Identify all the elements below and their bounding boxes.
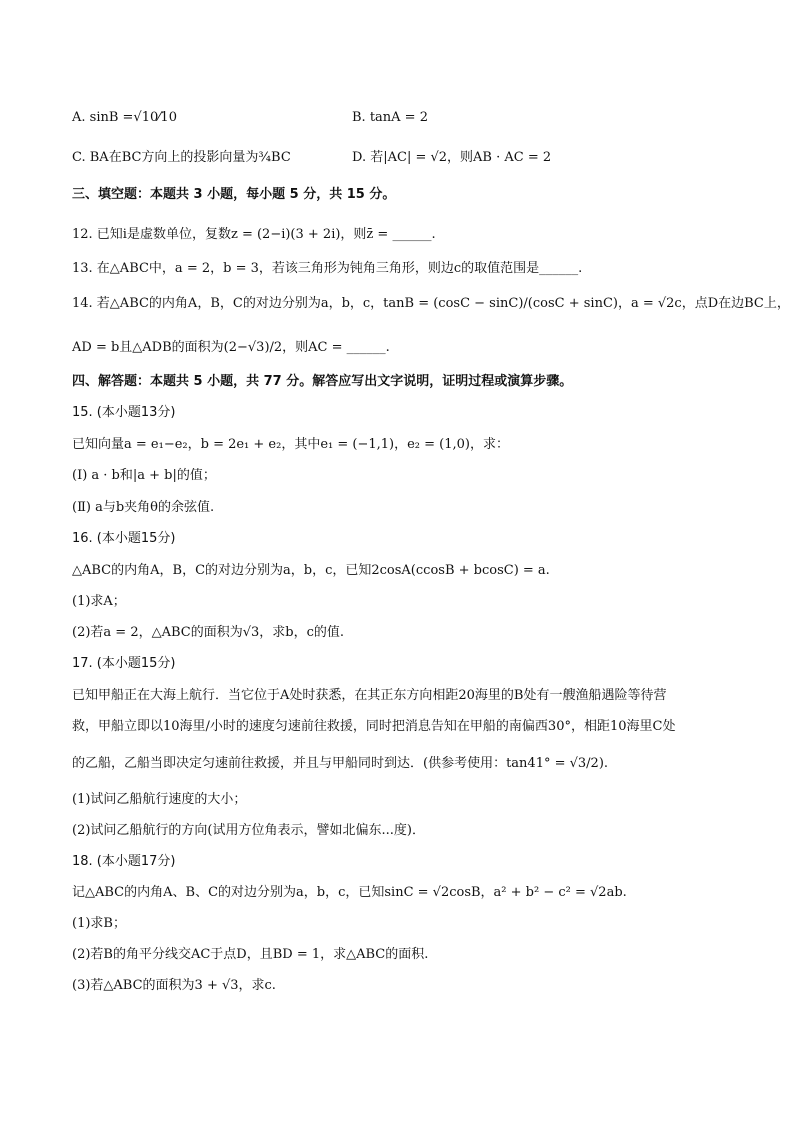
q15-body: 已知向量a = e₁−e₂，b = 2e₁ + e₂，其中e₁ = (−1,1)，e₂ = (1,0)，求： [72, 437, 509, 452]
q16-title: 16. (本小题15分) [72, 531, 176, 546]
q15-title: 15. (本小题13分) [72, 405, 176, 420]
question-14-line1: 14. 若△ABC的内角A，B，C的对边分别为a，b，c，tanB = (cosC − sinC)/(cosC + sinC)，a = √2c，点D在边BC上， [72, 296, 790, 311]
section4-heading: 四、解答题：本题共 5 小题，共 77 分。解答应写出文字说明，证明过程或演算步骤。 [72, 374, 573, 389]
question-13: 13. 在△ABC中，a = 2，b = 3，若该三角形为钝角三角形，则边c的取值范围是______. [72, 261, 583, 276]
q17-part2: (2)试问乙船航行的方向(试用方位角表示，譬如北偏东...度)． [72, 823, 425, 838]
q17-line3: 的乙船，乙船当即决定匀速前往救援，并且与甲船同时到达．(供参考使用：tan41° = √3/2). [72, 756, 609, 771]
q16-body: △ABC的内角A，B，C的对边分别为a，b，c，已知2cosA(ccosB + bcosC) = a. [72, 563, 550, 578]
q17-part1: (1)试问乙船航行速度的大小； [72, 792, 247, 807]
option-c: C. BA在BC方向上的投影向量为¾BC [72, 150, 291, 165]
question-14-line2: AD = b且△ADB的面积为(2−√3)/2，则AC = ______. [72, 340, 390, 355]
question-12: 12. 已知i是虚数单位，复数z = (2−i)(3 + 2i)，则z̄ = ______. [72, 227, 436, 242]
q17-title: 17. (本小题15分) [72, 656, 176, 671]
option-d: D. 若|AC| = √2，则AB · AC = 2 [352, 150, 552, 165]
q18-part1: (1)求B； [72, 916, 126, 931]
q17-line1: 已知甲船正在大海上航行．当它位于A处时获悉，在其正东方向相距20海里的B处有一艘渔船遇险等待营 [72, 688, 667, 703]
q17-line2: 救，甲船立即以10海里/小时的速度匀速前往救援，同时把消息告知在甲船的南偏西30°，相距10海里C处 [72, 719, 676, 734]
q15-part1: (Ⅰ) a · b和|a + b|的值； [72, 468, 216, 483]
q18-body: 记△ABC的内角A、B、C的对边分别为a，b，c，已知sinC = √2cosB，a² + b² − c² = √2ab. [72, 885, 627, 900]
q18-title: 18. (本小题17分) [72, 854, 176, 869]
q18-part3: (3)若△ABC的面积为3 + √3，求c. [72, 978, 276, 993]
q18-part2: (2)若B的角平分线交AC于点D，且BD = 1，求△ABC的面积. [72, 947, 429, 962]
q16-part1: (1)求A； [72, 594, 126, 609]
option-a: A. sinB =√10⁄10 [72, 110, 177, 125]
section3-heading: 三、填空题：本题共 3 小题，每小题 5 分，共 15 分。 [72, 187, 396, 202]
q15-part2: (Ⅱ) a与b夹角θ的余弦值. [72, 500, 215, 515]
option-b: B. tanA = 2 [352, 110, 428, 125]
q16-part2: (2)若a = 2，△ABC的面积为√3，求b，c的值. [72, 625, 345, 640]
